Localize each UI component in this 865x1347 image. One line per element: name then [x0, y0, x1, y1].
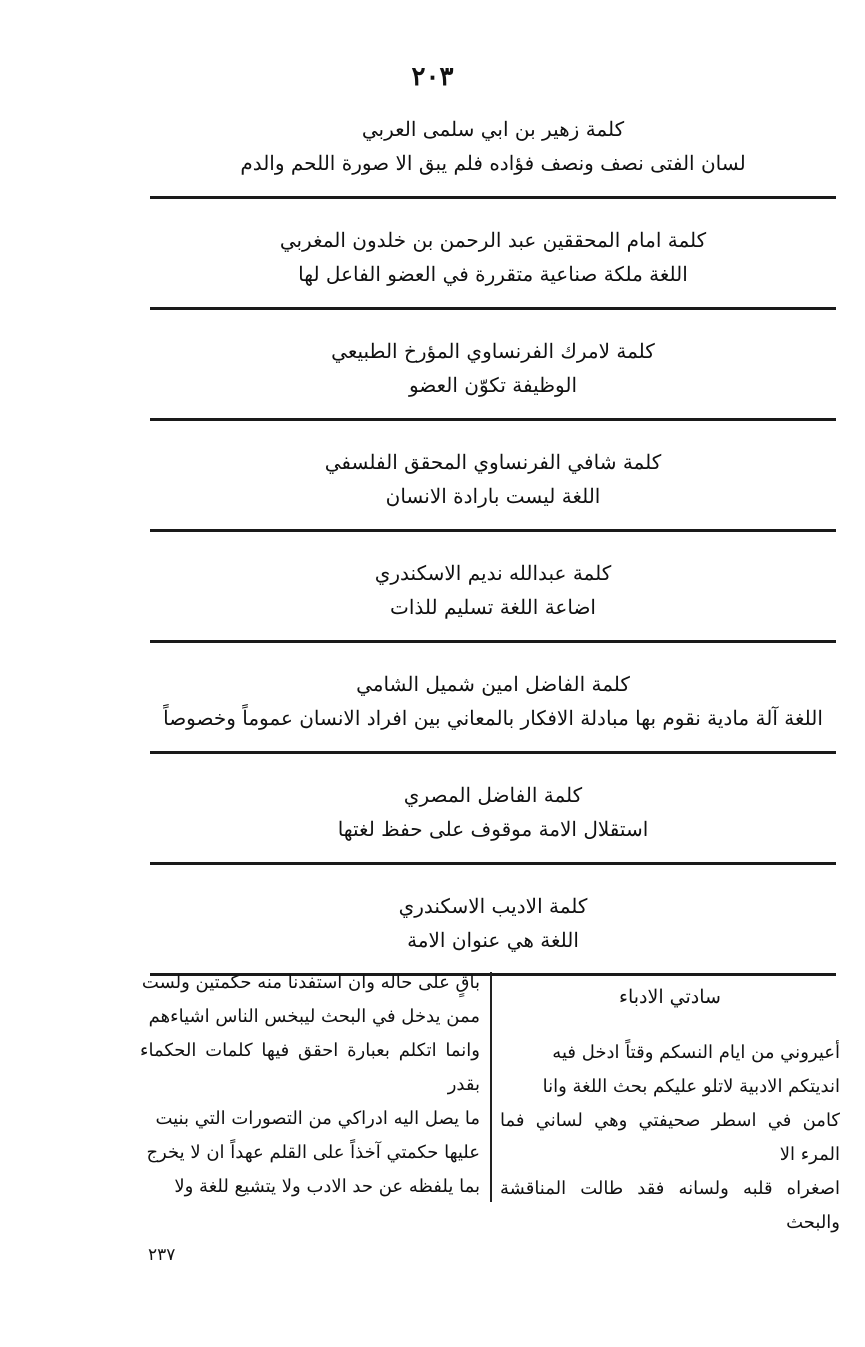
- quote-block: [150, 445, 836, 513]
- quote-attribution: كلمة امام المحققين عبد الرحمن بن خلدون المغربي: [279, 228, 707, 252]
- paragraph-line: وانما اتكلم بعبارة احقق فيها كلمات الحكماء بقدر: [140, 1040, 480, 1095]
- paragraph-line: عليها حكمتي آخذاً على القلم عهداً ان لا يخرج: [146, 1142, 480, 1163]
- page-number: ٢٠٣: [411, 62, 454, 92]
- paragraph-line: انديتكم الادبية لاتلو عليكم بحث اللغة وانا: [542, 1076, 840, 1097]
- paragraph-line: باقٍ على حاله وان استفدنا منه حكمتين ولست: [141, 972, 480, 993]
- paragraph-line: أعيروني من ايام النسكم وقتاً ادخل فيه: [552, 1042, 840, 1063]
- quote-block: [150, 112, 836, 180]
- right-column: [500, 966, 840, 1240]
- quote-attribution: كلمة شافي الفرنساوي المحقق الفلسفي: [324, 450, 662, 474]
- quote-block: [150, 334, 836, 402]
- divider-rule: [150, 529, 836, 532]
- divider-rule: [150, 196, 836, 199]
- quote-attribution: كلمة عبدالله نديم الاسكندري: [374, 561, 612, 585]
- quote-text: لسان الفتى نصف ونصف فؤاده فلم يبق الا صورة اللحم والدم: [240, 151, 746, 175]
- quote-text: اللغة ليست بارادة الانسان: [385, 484, 601, 508]
- divider-rule: [150, 418, 836, 421]
- quote-text: استقلال الامة موقوف على حفظ لغتها: [337, 817, 649, 841]
- quote-text: اللغة ملكة صناعية متقررة في العضو الفاعل لها: [298, 262, 688, 286]
- address-heading: سادتي الادباء: [619, 986, 721, 1008]
- quote-attribution: كلمة زهير بن ابي سلمى العربي: [361, 117, 625, 141]
- divider-rule: [150, 307, 836, 310]
- quote-block: [150, 889, 836, 957]
- quote-attribution: كلمة الفاضل المصري: [403, 783, 583, 807]
- paragraph-line: اصغراه قلبه ولسانه فقد طالت المناقشة والبحث: [500, 1178, 840, 1233]
- divider-rule: [150, 751, 836, 754]
- footer-page-number: ٢٣٧: [148, 1245, 176, 1265]
- quote-block: [150, 778, 836, 846]
- quotes-section: [150, 112, 836, 1000]
- quote-block: [150, 223, 836, 291]
- divider-rule: [150, 640, 836, 643]
- quote-attribution: كلمة الاديب الاسكندري: [398, 894, 588, 918]
- quote-attribution: كلمة لامرك الفرنساوي المؤرخ الطبيعي: [331, 339, 655, 363]
- quote-text: اضاعة اللغة تسليم للذات: [390, 595, 596, 619]
- two-column-text: [140, 966, 840, 1233]
- left-column: [140, 966, 480, 1204]
- quote-text: الوظيفة تكوّن العضو: [408, 373, 578, 397]
- quote-text: اللغة آلة مادية نقوم بها مبادلة الافكار بالمعاني بين افراد الانسان عموماً وخصوصاً: [163, 706, 823, 730]
- paragraph-line: كامن في اسطر صحيفتي وهي لساني فما المرء الا: [500, 1110, 840, 1165]
- column-divider: [490, 972, 492, 1202]
- paragraph-line: ما يصل اليه ادراكي من التصورات التي بنيت: [155, 1108, 480, 1129]
- divider-rule: [150, 862, 836, 865]
- quote-block: [150, 667, 836, 735]
- quote-text: اللغة هي عنوان الامة: [407, 928, 579, 952]
- quote-attribution: كلمة الفاضل امين شميل الشامي: [356, 672, 630, 696]
- quote-block: [150, 556, 836, 624]
- paragraph-line: ممن يدخل في البحث ليبخس الناس اشياءهم: [148, 1006, 480, 1027]
- paragraph-line: بما يلفظه عن حد الادب ولا يتشيع للغة ولا: [174, 1176, 480, 1197]
